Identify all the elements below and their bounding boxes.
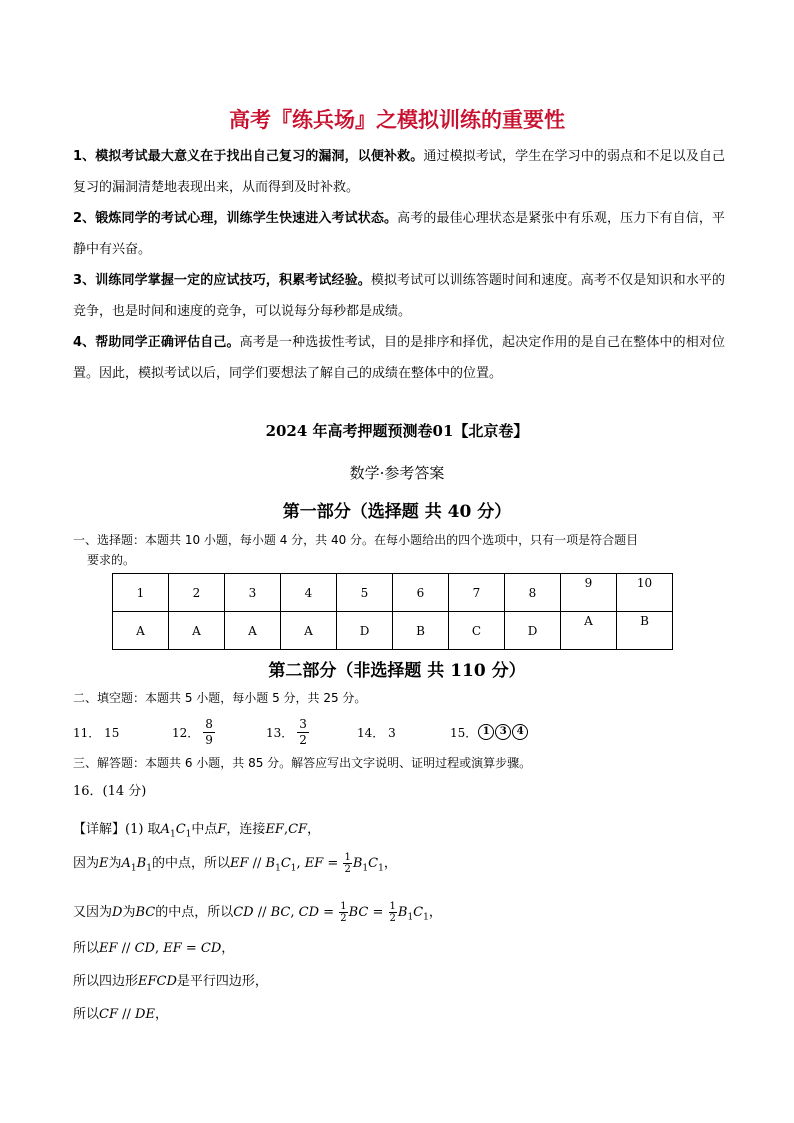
solution-text: 又因为 [73, 905, 113, 920]
answer-cell: A [281, 612, 337, 650]
solution-text: 因为 [73, 856, 100, 871]
instruction-line: 要求的。 [87, 553, 136, 567]
answer-cell: D [337, 612, 393, 650]
denominator: 2 [299, 732, 307, 747]
intro-paragraph [73, 203, 725, 265]
question-16-header: 16．(14 分) [73, 784, 147, 799]
answer-label: 15． [450, 725, 478, 740]
fraction [389, 901, 397, 924]
answer-table-answer-row [113, 612, 673, 650]
fill-answers [73, 712, 673, 752]
intro-paragraph [73, 141, 725, 203]
document-title: 2024 年高考押题预测卷01【北京卷】 [265, 422, 529, 440]
question-number: 3 [225, 574, 281, 612]
fill-answer-15 [450, 712, 528, 752]
question-number: 4 [281, 574, 337, 612]
answer-cell: B [393, 612, 449, 650]
answer-cell: B [617, 612, 673, 650]
question-number: 9 [561, 574, 617, 612]
page-title: 高考『练兵场』之模拟训练的重要性 [229, 108, 565, 132]
numerator: 1 [340, 901, 347, 912]
answer-cell: A [113, 612, 169, 650]
solution-text: 为 [108, 856, 122, 871]
fraction [297, 717, 309, 748]
solution-line: 所以四边形EFCD是平行四边形， [73, 974, 268, 989]
numerator: 8 [205, 716, 213, 731]
answer-text: 14． 3 [357, 725, 396, 740]
intro-text: 通过模拟考试，学生在学习中的弱点和不足以及自己复习的漏洞清楚地表现出来，从而得到及时补救。 [73, 149, 725, 195]
denominator: 9 [205, 732, 213, 747]
intro-bold: 4、帮助同学正确评估自己。 [73, 335, 240, 350]
intro-paragraph [73, 327, 725, 389]
fill-answer-12 [172, 712, 215, 752]
question-number: 1 [113, 574, 169, 612]
intro-bold: 1、模拟考试最大意义在于找出自己复习的漏洞，以便补救。 [73, 149, 424, 164]
answer-cell: A [169, 612, 225, 650]
intro-bold: 2、锻炼同学的考试心理，训练学生快速进入考试状态。 [73, 211, 398, 226]
answer-table [112, 573, 673, 650]
circled-number: 4 [512, 724, 528, 740]
fill-instruction: 二、填空题：本题共 5 小题，每小题 5 分，共 25 分。 [73, 691, 367, 705]
fill-answer-13 [266, 712, 309, 752]
denominator: 2 [340, 913, 347, 924]
solution-text: ， [307, 822, 321, 837]
question-number: 10 [617, 574, 673, 612]
fill-answer-11 [73, 712, 119, 752]
denominator: 2 [389, 913, 396, 924]
intro-paragraph [73, 265, 725, 327]
question-number: 7 [449, 574, 505, 612]
solution-text: 所以四边形 [73, 974, 139, 989]
question-number: 2 [169, 574, 225, 612]
instruction-line: 一、选择题：本题共 10 小题，每小题 4 分，共 40 分。在每小题给出的四个选项中，只有一项是符合题目 [73, 533, 639, 547]
fraction [343, 852, 351, 875]
numerator: 3 [299, 716, 307, 731]
answer-cell: A [225, 612, 281, 650]
solution-text: ，连接 [226, 822, 266, 837]
solution-line: 所以CF // DE， [73, 1007, 168, 1022]
solution-line: 因为E为$A_1B_1$的中点，所以EF // $B_1C_1$, EF = $\frac{1}{2}$ $B_1C_1$， [73, 852, 397, 875]
question-number: 5 [337, 574, 393, 612]
intro-text: 高考是一种选拔性考试，目的是排序和择优，起决定作用的是自己在整体中的相对位置。因此，模拟考试以后，同学们要想法了解自己的成绩在整体中的位置。 [73, 335, 725, 381]
numerator: 1 [344, 852, 351, 863]
solution-text: 【详解】(1) 取 [73, 822, 161, 837]
question-number: 6 [393, 574, 449, 612]
circled-number: 3 [495, 724, 511, 740]
solution-text: 是平行四边形， [176, 974, 268, 989]
document-subtitle: 数学·参考答案 [349, 464, 445, 482]
part1-title: 第一部分（选择题 共 40 分） [282, 502, 512, 522]
solution-line: 所以EF // CD, EF = CD， [73, 941, 235, 956]
answer-label: 13． [266, 725, 294, 740]
fill-answer-14 [357, 712, 396, 752]
solution-text: 中点 [191, 822, 218, 837]
fraction [203, 717, 215, 748]
answer-cell: D [505, 612, 561, 650]
part2-title: 第二部分（非选择题 共 110 分） [268, 661, 526, 681]
choice-instruction [73, 530, 723, 570]
solve-instruction: 三、解答题：本题共 6 小题，共 85 分。解答应写出文字说明、证明过程或演算步骤。 [73, 756, 532, 770]
circled-number: 1 [478, 724, 494, 740]
answer-table-number-row [113, 574, 673, 612]
solution-text: 为 [122, 905, 136, 920]
denominator: 2 [344, 864, 351, 875]
solution-text: 的中点，所以 [155, 905, 234, 920]
intro-text: 模拟考试可以训练答题时间和速度。高考不仅是知识和水平的竞争，也是时间和速度的竞争，可以说每分每秒都是成绩。 [73, 273, 725, 319]
answer-label: 12． [172, 725, 200, 740]
fraction [339, 901, 347, 924]
solution-text: 所以 [73, 941, 100, 956]
answer-cell: A [561, 612, 617, 650]
solution-text: 的中点，所以 [151, 856, 230, 871]
answer-cell: C [449, 612, 505, 650]
numerator: 1 [389, 901, 396, 912]
solution-line: 又因为D为BC的中点，所以CD // BC, CD = $\frac{1}{2}$ BC = $\frac{1}{2}$ $B_1C_1$， [73, 901, 442, 924]
answer-text: 11． 15 [73, 725, 120, 740]
solution-line: 【详解】(1) 取$A_1C_1$中点F，连接EF,CF， [73, 822, 321, 840]
question-number: 8 [505, 574, 561, 612]
intro-text: 高考的最佳心理状态是紧张中有乐观，压力下有自信，平静中有兴奋。 [73, 211, 725, 257]
intro-section [73, 141, 725, 389]
solution-text: 所以 [73, 1007, 100, 1022]
intro-bold: 3、训练同学掌握一定的应试技巧，积累考试经验。 [73, 273, 371, 288]
